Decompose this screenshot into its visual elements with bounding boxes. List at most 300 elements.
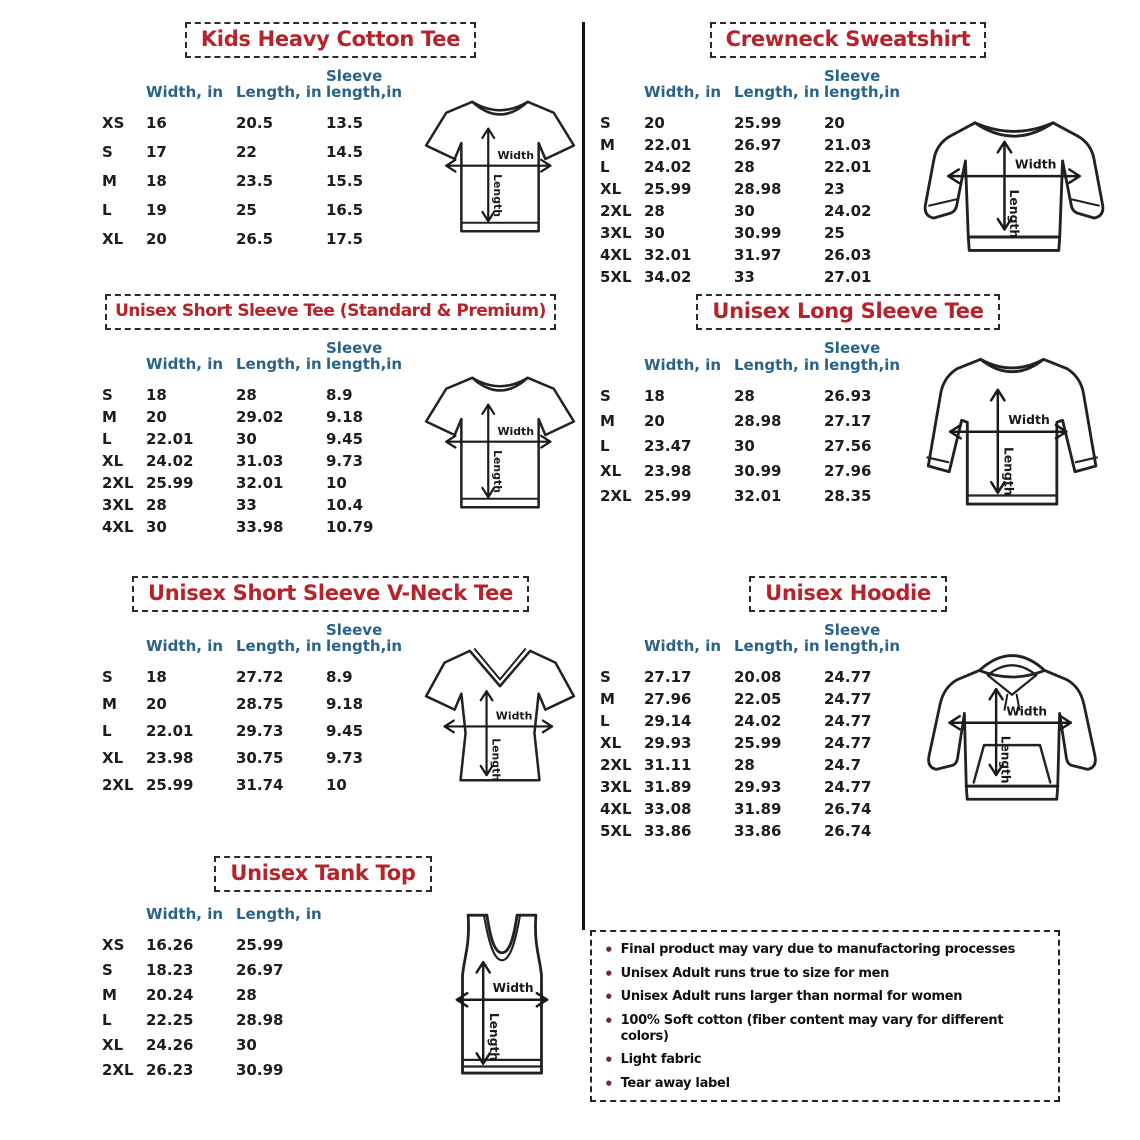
measurement-value: 8.9 (326, 668, 353, 687)
size-row (600, 180, 914, 198)
size-row (600, 800, 914, 818)
size-label: S (600, 386, 611, 405)
note-item (604, 942, 1048, 959)
measurement-value: 28.98 (734, 180, 782, 199)
note-text: Light fabric (620, 1052, 702, 1067)
measurement-value: 23.98 (146, 749, 194, 768)
size-label: L (102, 722, 112, 741)
size-row (600, 778, 914, 796)
column-header: Sleeve length,in (824, 67, 901, 102)
note-item (604, 1052, 1048, 1069)
column-header: Width, in (146, 83, 224, 102)
measurement-value: 23 (824, 180, 845, 199)
measurement-value: 16.5 (326, 201, 364, 220)
longsleeve-illustration (914, 340, 1114, 512)
measurement-value: 10 (326, 474, 347, 493)
size-label: 4XL (600, 800, 632, 819)
measurement-value: 20 (824, 114, 845, 133)
size-row (600, 136, 914, 154)
size-row (102, 201, 416, 219)
measurement-value: 24.02 (644, 158, 692, 177)
size-label: S (102, 961, 113, 980)
size-label: 2XL (102, 776, 134, 795)
measurement-value: 26.74 (824, 800, 872, 819)
measurement-value: 22.01 (824, 158, 872, 177)
measurement-value: 24.77 (824, 778, 872, 797)
measurement-value: 26.97 (734, 136, 782, 155)
size-table-kids (102, 68, 416, 259)
measurement-value: 28 (236, 386, 257, 405)
size-row (600, 158, 914, 176)
size-label: 2XL (600, 202, 632, 221)
size-row (102, 230, 416, 248)
measurement-value: 18 (146, 172, 167, 191)
measurement-value: 20 (146, 695, 167, 714)
measurement-value: 32.01 (734, 486, 782, 505)
size-label: L (102, 430, 112, 449)
measurement-value: 33.08 (644, 800, 692, 819)
size-label: 4XL (600, 246, 632, 265)
column-header: Length, in (236, 83, 322, 102)
section-unisex-tank-top (78, 856, 568, 1090)
measurement-value: 25.99 (644, 180, 692, 199)
size-label: 3XL (102, 496, 134, 515)
measurement-value: 29.93 (644, 734, 692, 753)
measurement-value: 33.86 (644, 822, 692, 841)
size-row (102, 776, 416, 794)
size-row (102, 936, 326, 954)
bullet-icon: • (604, 964, 614, 983)
measurement-value: 30 (236, 1036, 257, 1055)
size-label: S (600, 114, 611, 133)
size-row (600, 268, 914, 286)
measurement-value: 28 (644, 202, 665, 221)
measurement-value: 29.02 (236, 408, 284, 427)
note-text: Unisex Adult runs true to size for men (620, 965, 890, 981)
note-item (604, 989, 1048, 1006)
column-header: Width, in (146, 904, 224, 923)
size-label: 2XL (600, 756, 632, 775)
size-label: XL (102, 1036, 124, 1055)
column-header: Width, in (146, 355, 224, 374)
size-row (102, 1061, 326, 1079)
measurement-value: 30.75 (236, 749, 284, 768)
width-arrow-label: Width (497, 148, 535, 162)
size-label: S (102, 668, 113, 687)
crewneck-illustration (914, 98, 1114, 260)
measurement-value: 24.77 (824, 690, 872, 709)
section-title: Unisex Short Sleeve V-Neck Tee (132, 576, 529, 612)
size-row (102, 961, 326, 979)
size-label: 3XL (600, 778, 632, 797)
measurement-value: 28 (734, 756, 755, 775)
measurement-value: 13.5 (326, 114, 364, 133)
bullet-icon: • (604, 941, 614, 959)
measurement-value: 22.01 (146, 722, 194, 741)
note-text: Unisex Adult runs larger than normal for women (620, 989, 963, 1004)
hoodie-illustration (914, 635, 1110, 831)
section-unisex-hoodie (598, 576, 1098, 844)
measurement-value: 17 (146, 143, 167, 162)
size-row (600, 387, 914, 405)
size-label: M (600, 690, 615, 709)
column-header: Length, in (236, 355, 322, 374)
measurement-value: 28 (734, 386, 755, 405)
measurement-value: 27.96 (644, 690, 692, 709)
measurement-value: 27.01 (824, 268, 872, 287)
measurement-value: 33 (236, 496, 257, 515)
size-label: M (102, 695, 117, 714)
tank-top-illustration (436, 902, 568, 1090)
size-row (102, 172, 416, 190)
size-row (102, 408, 416, 426)
measurement-value: 9.45 (326, 430, 364, 449)
column-header: Width, in (644, 355, 722, 374)
measurement-value: 25.99 (734, 734, 782, 753)
measurement-value: 27.56 (824, 436, 872, 455)
measurement-value: 20 (146, 230, 167, 249)
table-header-row (102, 622, 416, 654)
size-table-vneck (102, 622, 416, 803)
measurement-value: 33 (734, 268, 755, 287)
size-row (102, 386, 416, 404)
table-header-row (600, 68, 914, 100)
size-label: S (600, 668, 611, 687)
measurement-value: 17.5 (326, 230, 364, 249)
measurement-value: 28.98 (734, 411, 782, 430)
column-header: Length, in (236, 904, 322, 923)
section-unisex-vneck-tee (78, 576, 583, 803)
measurement-value: 26.03 (824, 246, 872, 265)
size-label: 3XL (600, 224, 632, 243)
column-header: Sleeve length,in (326, 339, 403, 374)
size-row (600, 246, 914, 264)
bullet-icon: • (604, 1074, 614, 1093)
size-table-crewneck (600, 68, 914, 290)
size-table-tank (102, 906, 326, 1086)
measurement-value: 18 (146, 668, 167, 687)
measurement-value: 16.26 (146, 936, 194, 955)
size-label: XL (600, 461, 622, 480)
table-header-row (102, 68, 416, 100)
size-label: 2XL (102, 474, 134, 493)
size-row (600, 756, 914, 774)
measurement-value: 26.93 (824, 386, 872, 405)
measurement-value: 15.5 (326, 172, 364, 191)
measurement-value: 24.02 (824, 202, 872, 221)
measurement-value: 27.17 (824, 411, 872, 430)
measurement-value: 20 (146, 408, 167, 427)
length-arrow-label: Length (1001, 446, 1016, 496)
measurement-value: 30 (146, 518, 167, 537)
measurement-value: 9.73 (326, 749, 364, 768)
measurement-value: 22.25 (146, 1011, 194, 1030)
measurement-value: 18 (146, 386, 167, 405)
table-header-row (600, 340, 914, 372)
size-row (102, 114, 416, 132)
size-label: XL (600, 180, 622, 199)
size-row (600, 224, 914, 242)
measurement-value: 34.02 (644, 268, 692, 287)
size-label: XS (102, 114, 125, 133)
bullet-icon: • (604, 1051, 614, 1069)
measurement-value: 23.47 (644, 436, 692, 455)
measurement-value: 25.99 (236, 936, 284, 955)
measurement-value: 30.99 (734, 461, 782, 480)
measurement-value: 29.14 (644, 712, 692, 731)
size-row (600, 487, 914, 505)
size-label: 5XL (600, 268, 632, 287)
size-row (600, 437, 914, 455)
column-header: Length, in (236, 637, 322, 656)
measurement-value: 14.5 (326, 143, 364, 162)
column-header: Length, in (734, 83, 820, 102)
measurement-value: 9.45 (326, 722, 364, 741)
measurement-value: 16 (146, 114, 167, 133)
length-arrow-label: Length (491, 450, 505, 494)
size-label: S (102, 386, 113, 405)
note-item (604, 1076, 1048, 1093)
measurement-value: 25.99 (146, 776, 194, 795)
measurement-value: 10 (326, 776, 347, 795)
size-label: M (102, 986, 117, 1005)
size-label: XL (600, 734, 622, 753)
column-header: Sleeve length,in (824, 621, 901, 656)
section-crewneck-sweatshirt (598, 22, 1098, 290)
table-header-row (102, 906, 326, 922)
table-header-row (102, 340, 416, 372)
size-label: XL (102, 452, 124, 471)
size-row (600, 668, 914, 686)
size-table-hoodie (600, 622, 914, 844)
measurement-value: 29.93 (734, 778, 782, 797)
size-label: M (600, 411, 615, 430)
column-header: Width, in (644, 83, 722, 102)
measurement-value: 22.01 (146, 430, 194, 449)
section-kids-heavy-cotton-tee (78, 22, 583, 259)
measurement-value: 26.5 (236, 230, 274, 249)
measurement-value: 33.98 (236, 518, 284, 537)
size-label: M (600, 136, 615, 155)
measurement-value: 20.08 (734, 668, 782, 687)
size-row (102, 1036, 326, 1054)
measurement-value: 31.97 (734, 246, 782, 265)
size-label: 2XL (600, 486, 632, 505)
size-row (600, 734, 914, 752)
measurement-value: 27.17 (644, 668, 692, 687)
size-label: L (102, 1011, 112, 1030)
measurement-value: 22 (236, 143, 257, 162)
measurement-value: 28.98 (236, 1011, 284, 1030)
measurement-value: 31.74 (236, 776, 284, 795)
measurement-value: 25.99 (734, 114, 782, 133)
size-row (600, 202, 914, 220)
column-header: Sleeve length,in (824, 339, 901, 374)
length-arrow-label: Length (1007, 189, 1022, 239)
size-label: XL (102, 230, 124, 249)
width-arrow-label: Width (497, 425, 535, 439)
size-row (102, 518, 416, 536)
size-label: L (600, 158, 610, 177)
measurement-value: 8.9 (326, 386, 353, 405)
measurement-value: 30 (644, 224, 665, 243)
width-arrow-label: Width (495, 709, 533, 723)
measurement-value: 33.86 (734, 822, 782, 841)
note-text: Final product may vary due to manufactoring processes (620, 942, 1016, 957)
section-title: Unisex Hoodie (749, 576, 947, 612)
bullet-icon: • (604, 988, 614, 1006)
measurement-value: 26.74 (824, 822, 872, 841)
section-unisex-long-sleeve-tee (598, 294, 1098, 512)
measurement-value: 28.75 (236, 695, 284, 714)
size-row (102, 474, 416, 492)
measurement-value: 30 (734, 202, 755, 221)
measurement-value: 22.01 (644, 136, 692, 155)
size-label: M (102, 408, 117, 427)
measurement-value: 9.18 (326, 408, 364, 427)
measurement-value: 23.5 (236, 172, 274, 191)
column-header: Sleeve length,in (326, 67, 403, 102)
measurement-value: 31.11 (644, 756, 692, 775)
measurement-value: 26.97 (236, 961, 284, 980)
width-arrow-label: Width (1006, 704, 1048, 719)
size-row (102, 722, 416, 740)
measurement-value: 31.03 (236, 452, 284, 471)
size-row (102, 143, 416, 161)
measurement-value: 20 (644, 114, 665, 133)
measurement-value: 25.99 (146, 474, 194, 493)
size-row (102, 496, 416, 514)
measurement-value: 24.26 (146, 1036, 194, 1055)
measurement-value: 28 (734, 158, 755, 177)
size-label: M (102, 172, 117, 191)
width-arrow-label: Width (1014, 157, 1057, 172)
measurement-value: 20.5 (236, 114, 274, 133)
column-header: Sleeve length,in (326, 621, 403, 656)
measurement-value: 32.01 (236, 474, 284, 493)
size-row (600, 462, 914, 480)
measurement-value: 21.03 (824, 136, 872, 155)
note-item (604, 966, 1048, 983)
measurement-value: 25 (236, 201, 257, 220)
size-row (600, 690, 914, 708)
size-row (102, 695, 416, 713)
measurement-value: 31.89 (644, 778, 692, 797)
bullet-icon: • (604, 1011, 614, 1030)
measurement-value: 20 (644, 411, 665, 430)
tee-illustration (416, 83, 584, 245)
measurement-value: 30 (734, 436, 755, 455)
measurement-value: 24.77 (824, 668, 872, 687)
size-label: 5XL (600, 822, 632, 841)
size-table-longsleeve (600, 340, 914, 511)
note-item (604, 1013, 1048, 1046)
measurement-value: 18.23 (146, 961, 194, 980)
size-row (600, 412, 914, 430)
measurement-value: 24.02 (146, 452, 194, 471)
measurement-value: 10.79 (326, 518, 374, 537)
table-header-row (600, 622, 914, 654)
length-arrow-label: Length (998, 735, 1013, 784)
width-arrow-label: Width (1008, 413, 1050, 428)
section-title: Crewneck Sweatshirt (710, 22, 987, 58)
size-row (600, 712, 914, 730)
measurement-value: 31.89 (734, 800, 782, 819)
measurement-value: 25 (824, 224, 845, 243)
size-table-standard (102, 340, 416, 540)
measurement-value: 29.73 (236, 722, 284, 741)
measurement-value: 9.73 (326, 452, 364, 471)
measurement-value: 28 (146, 496, 167, 515)
measurement-value: 24.77 (824, 734, 872, 753)
measurement-value: 23.98 (644, 461, 692, 480)
measurement-value: 24.77 (824, 712, 872, 731)
measurement-value: 28.35 (824, 486, 872, 505)
size-label: 2XL (102, 1061, 134, 1080)
size-row (600, 114, 914, 132)
length-arrow-label: Length (489, 737, 503, 781)
tee-illustration (416, 359, 584, 521)
section-title: Unisex Short Sleeve Tee (Standard & Premium) (105, 294, 556, 330)
column-header: Width, in (644, 637, 722, 656)
measurement-value: 24.02 (734, 712, 782, 731)
measurement-value: 9.18 (326, 695, 364, 714)
measurement-value: 30 (236, 430, 257, 449)
measurement-value: 18 (644, 386, 665, 405)
column-header: Length, in (734, 637, 820, 656)
measurement-value: 10.4 (326, 496, 364, 515)
size-row (102, 430, 416, 448)
measurement-value: 27.96 (824, 461, 872, 480)
size-label: XS (102, 936, 125, 955)
size-row (102, 668, 416, 686)
measurement-value: 27.72 (236, 668, 284, 687)
column-header: Width, in (146, 637, 224, 656)
size-label: 4XL (102, 518, 134, 537)
size-label: S (102, 143, 113, 162)
measurement-value: 19 (146, 201, 167, 220)
size-row (102, 986, 326, 1004)
measurement-value: 32.01 (644, 246, 692, 265)
column-header: Length, in (734, 355, 820, 374)
section-title: Unisex Tank Top (214, 856, 431, 892)
size-row (102, 749, 416, 767)
vneck-illustration (416, 632, 584, 794)
measurement-value: 28 (236, 986, 257, 1005)
measurement-value: 26.23 (146, 1061, 194, 1080)
size-row (102, 1011, 326, 1029)
size-label: L (102, 201, 112, 220)
length-arrow-label: Length (491, 173, 505, 217)
section-title: Unisex Long Sleeve Tee (696, 294, 999, 330)
measurement-value: 24.7 (824, 756, 862, 775)
section-unisex-short-sleeve-tee (78, 294, 583, 540)
size-row (102, 452, 416, 470)
notes-box (590, 930, 1060, 1102)
size-label: L (600, 436, 610, 455)
measurement-value: 25.99 (644, 486, 692, 505)
size-row (600, 822, 914, 840)
measurement-value: 30.99 (734, 224, 782, 243)
width-arrow-label: Width (492, 981, 534, 996)
length-arrow-label: Length (486, 1012, 501, 1061)
size-label: L (600, 712, 610, 731)
measurement-value: 22.05 (734, 690, 782, 709)
measurement-value: 20.24 (146, 986, 194, 1005)
note-text: Tear away label (620, 1075, 730, 1091)
size-label: XL (102, 749, 124, 768)
note-text: 100% Soft cotton (fiber content may vary for different colors) (620, 1012, 1004, 1044)
